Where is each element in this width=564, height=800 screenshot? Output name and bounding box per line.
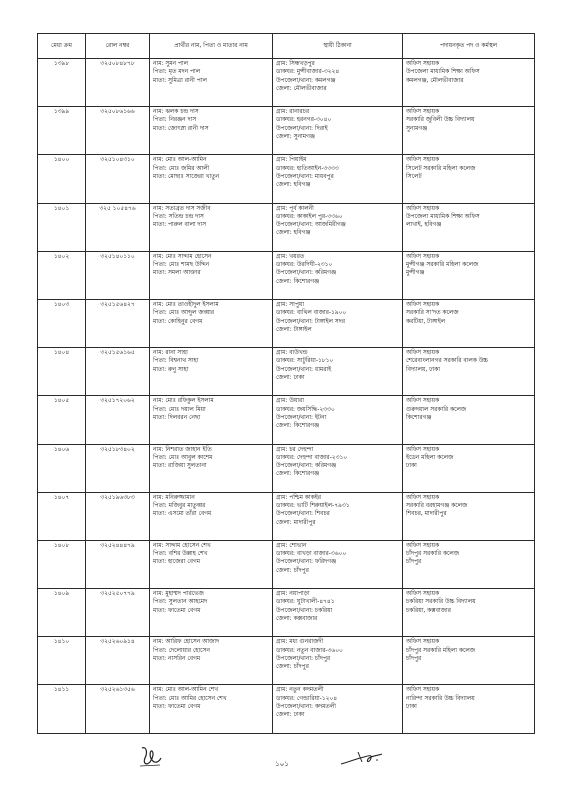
candidate-name-line: নাম: মোঃ তাওহীদুল ইসলাম	[153, 301, 219, 308]
roll-number-cell: ৩২৫০৮৬১৬৬	[86, 107, 150, 155]
address-line: জেলা: ঢাকা	[276, 375, 305, 382]
posting-cell	[403, 59, 535, 107]
posting-line: শিবচর, মাদারীপুর	[406, 511, 447, 518]
posting-line: লাখাই, হবিগঞ্জ	[406, 222, 442, 229]
address-line: জেলা: চাঁদপুর	[276, 664, 309, 671]
address-line: উপজেলা/থানা: করিমগঞ্জ	[276, 463, 337, 470]
address-line: গ্রাম: খয়রত	[276, 253, 305, 260]
address-line: ডাকঘর: হাতিআইন-৩৩৩৩	[276, 165, 339, 172]
address-line: ডাকঘর: নতুন বাজার-৩৬০০	[276, 647, 343, 654]
posting-cell	[403, 396, 535, 444]
address-cell	[273, 444, 403, 492]
merit-serial-cell: ১৪০৩	[38, 299, 86, 347]
candidate-name-line: পিতা: মোঃ আবুল কাশেম	[153, 454, 213, 461]
table-row	[38, 107, 535, 155]
candidate-name-line: পিতা: মোঃ শামছ উদ্দিন	[153, 262, 210, 269]
posting-line: কমলগঞ্জ, মৌলভীবাজার	[406, 77, 464, 84]
posting-line: অফিস সহায়ক	[406, 542, 440, 549]
address-line: জেলা: কিশোরগঞ্জ	[276, 278, 320, 285]
posting-line: চকরিয়া সরকারি উচ্চ বিদ্যালয়	[406, 599, 476, 606]
candidate-name-cell	[150, 251, 273, 299]
table-row	[38, 492, 535, 540]
posting-line: সিলেট সরকারি মহিলা কলেজ	[406, 165, 476, 172]
candidate-name-line: মাতা: রাজিয়া সুলতানা	[153, 463, 207, 470]
merit-serial-cell: ১৪০৭	[38, 492, 86, 540]
candidate-name-cell	[150, 203, 273, 251]
address-line: ডাকঘর: বাখড়া বাজার-৩৬০০	[276, 551, 347, 558]
candidate-name-line: মাতা: এসমো তাঁরা বেগম	[153, 511, 212, 518]
candidate-name-line: পিতা: দেলোয়ার হোসেন	[153, 647, 210, 654]
address-line: ডাকঘর: দেহুন্দা বাজার-২৩১০	[276, 454, 348, 461]
candidate-name-line: পিতা: মোঃ দয়াল মিয়া	[153, 406, 206, 413]
candidate-name-line: মাতা: কোহিনুর বেগম	[153, 318, 203, 325]
candidate-name-cell	[150, 59, 273, 107]
posting-line: চাঁদপুর সরকারি কলেজ	[406, 551, 459, 558]
posting-line: অফিস সহায়ক	[406, 61, 440, 67]
table-row	[38, 589, 535, 637]
roll-number-cell: ৩২৫১৮৩৪০২	[86, 444, 150, 492]
posting-line: অফিস সহায়ক	[406, 157, 440, 164]
posting-line: সিলেট	[406, 173, 422, 180]
merit-serial-cell: ১৪০২	[38, 251, 86, 299]
address-cell	[273, 59, 403, 107]
candidate-name-line: নাম: রানা সাহা	[153, 350, 188, 357]
roll-number-cell: ৩২৫১০৪৩১০	[86, 155, 150, 203]
posting-cell	[403, 155, 535, 203]
address-cell	[273, 492, 403, 540]
posting-cell	[403, 348, 535, 396]
address-line: জেলা: হবিগঞ্জ	[276, 182, 311, 189]
posting-line: ইডেন মহিলা কলেজ	[406, 454, 454, 461]
candidate-name-line: পিতা: সতিন্দ্র চন্দ্র দাস	[153, 213, 204, 220]
roll-number-cell: ৩২৫১৯৬৩৮৩	[86, 492, 150, 540]
posting-line: কিশোরগঞ্জ	[406, 414, 432, 421]
table-row	[38, 637, 535, 685]
candidate-name-line: নাম: মোঃ সাদ্দাম হোসেন	[153, 253, 212, 260]
address-line: ডাকঘর: বাথিল বাজার-১৯০০	[276, 310, 347, 317]
address-line: জেলা: কিশোরগঞ্জ	[276, 471, 320, 478]
address-line: জেলা: কিশোরগঞ্জ	[276, 423, 320, 430]
header-permanent-address: স্থায়ী ঠিকানা	[273, 34, 403, 59]
merit-serial-cell: ১৪০৫	[38, 396, 86, 444]
posting-line: মুন্সীগঞ্জ	[406, 270, 425, 277]
posting-line: মুন্সীগঞ্জ সরকারি মহিলা কলেজ	[406, 262, 479, 269]
candidate-name-line: মাতা: জোৎস্না রানী দাস	[153, 125, 209, 132]
address-line: গ্রাম: পূর্ব কালনী	[276, 205, 314, 212]
roll-number-cell: ৩২৫২৬১৩৫৬	[86, 685, 150, 733]
posting-line: ঢাকা	[406, 463, 417, 470]
address-cell	[273, 203, 403, 251]
address-line: গ্রাম: রানারচর	[276, 109, 310, 116]
posting-line: অফিস সহায়ক	[406, 639, 440, 646]
page-number: ১০১	[275, 760, 289, 768]
candidate-name-line: মাতা: রুনু সাহা	[153, 366, 189, 373]
table-row	[38, 348, 535, 396]
header-roll-number: রোল নম্বর	[86, 34, 150, 59]
address-line: জেলা: মাদারীপুর	[276, 519, 316, 526]
posting-line: শেরেবাংলানগর সরকারি বালক উচ্চ	[406, 358, 489, 365]
address-line: জেলা: ঢাকা	[276, 712, 305, 719]
address-line: গ্রাম: শোভান	[276, 542, 307, 549]
candidate-name-line: পিতা: নিরঞ্জন দাস	[153, 117, 197, 124]
posting-cell	[403, 203, 535, 251]
posting-line: সরকারি জুবিলী উচ্চ বিদ্যালয়	[406, 117, 475, 124]
address-line: গ্রাম: পিয়াইম	[276, 157, 307, 164]
posting-line: চাঁদপুর	[406, 655, 422, 662]
candidate-name-line: পিতা: মোঃ জমির আলী	[153, 165, 210, 172]
candidate-name-line: পিতা: বশির উল্লাহ শেখ	[153, 551, 208, 558]
address-line: গ্রাম: সাপুয়া	[276, 301, 305, 308]
posting-line: অফিস সহায়ক	[406, 301, 440, 308]
merit-serial-cell: ১৪১০	[38, 637, 86, 685]
address-cell	[273, 396, 403, 444]
address-line: উপজেলা/থানা: ইটনা	[276, 414, 327, 421]
posting-line: চাঁদপুর সরকারি মহিলা কলেজ	[406, 647, 476, 654]
posting-cell	[403, 637, 535, 685]
posting-line: অফিস সহায়ক	[406, 446, 440, 453]
address-line: উপজেলা/থানা: চকরিয়া	[276, 607, 333, 614]
posting-line: অফিস সহায়ক	[406, 350, 440, 357]
address-line: জেলা: মৌলভীবাজার	[276, 85, 327, 92]
candidate-name-line: নাম: মোঃ আল-আমিন শেখ	[153, 687, 219, 694]
candidate-name-cell	[150, 444, 273, 492]
candidate-name-cell	[150, 396, 273, 444]
posting-line: করটিয়া, টাঙ্গাইল	[406, 318, 446, 325]
table-body	[38, 59, 535, 734]
candidate-name-line: নাম: মোঃ আল-আমিন	[153, 157, 207, 164]
posting-cell	[403, 492, 535, 540]
address-line: উপজেলা/থানা: টাঙ্গাইল সদর	[276, 318, 345, 325]
roll-number-cell: ৩২৫ ১০৫৪৭৬	[86, 203, 150, 251]
address-line: ডাকঘর: উরদিঘী-২৩১০	[276, 262, 333, 269]
header-posting: পদায়নকৃত পদ ও কর্মস্থল	[403, 34, 535, 59]
merit-serial-cell: ১৪১১	[38, 685, 86, 733]
posting-line: অফিস সহায়ক	[406, 398, 440, 405]
candidate-name-cell	[150, 107, 273, 155]
roll-number-cell: ৩২৫১৫৬১৬৫	[86, 348, 150, 396]
posting-line: অফিস সহায়ক	[406, 687, 440, 694]
roll-number-cell: ৩২৫১৫৬৪২৭	[86, 299, 150, 347]
merit-serial-cell: ১৪০৪	[38, 348, 86, 396]
posting-line: অফিস সহায়ক	[406, 205, 440, 212]
table-header-row	[38, 34, 535, 59]
address-line: ডাকঘর: গেন্ডারিয়া-১২০৪	[276, 695, 338, 702]
address-line: গ্রাম: নতুন কদমতলী	[276, 687, 324, 694]
posting-line: অফিস সহায়ক	[406, 109, 440, 116]
address-cell	[273, 685, 403, 733]
address-line: গ্রাম: পশ্চিম কাকইর	[276, 494, 322, 501]
address-line: উপজেলা/থানা: ধামরাই	[276, 366, 332, 373]
merit-list-table	[37, 33, 535, 734]
table-row	[38, 59, 535, 107]
address-cell	[273, 155, 403, 203]
candidate-name-line: পিতা: মোঃ আমির হোসেন শেখ	[153, 695, 227, 702]
roll-number-cell: ৩২৫২৫০৭৭৯	[86, 589, 150, 637]
address-line: গ্রাম: বাউখন্ড	[276, 350, 308, 357]
address-cell	[273, 589, 403, 637]
merit-serial-cell: ১৪০৮	[38, 540, 86, 588]
merit-serial-cell: ১৪০১	[38, 203, 86, 251]
table-row	[38, 155, 535, 203]
address-line: উপজেলা/থানা: শিবচর	[276, 511, 330, 518]
candidate-name-line: মাতা: মোছাঃ সাজেরা খাতুন	[153, 173, 220, 180]
candidate-name-line: নাম: ঝলক চন্দ্র দাস	[153, 109, 199, 116]
header-candidate-name: প্রার্থীর নাম, পিতা ও মাতার নাম	[150, 34, 273, 59]
address-line: ডাকঘর: ঘুটাখালী-৪৭৪১	[276, 599, 335, 606]
table-row	[38, 444, 535, 492]
address-line: ডাকঘর: কাকাইল পুর-৩৩৬০	[276, 213, 343, 220]
candidate-name-line: মাতা: ফাতেমা বেগম	[153, 607, 201, 614]
posting-line: সরকারি বরহামগঞ্জ কলেজ	[406, 502, 468, 509]
address-cell	[273, 540, 403, 588]
candidate-name-line: মাতা: ফাতেমা বেগম	[153, 704, 201, 711]
candidate-name-line: নাম: সাদ্দাম হোসেন শেখ	[153, 542, 211, 549]
candidate-name-line: পিতা: মোঃ আব্দুল জব্বার	[153, 310, 215, 317]
address-line: জেলা: চাঁদপুর	[276, 567, 309, 574]
posting-line: অফিস সহায়ক	[406, 591, 440, 598]
candidate-name-line: মাতা: নাসরিন বেগম	[153, 655, 201, 662]
table-row	[38, 251, 535, 299]
address-line: ডাকঘর: মুন্সীবাজার-৩২২৪	[276, 69, 340, 76]
table-row	[38, 299, 535, 347]
address-line: ডাকঘর: সাটুরিয়া-১৮১০	[276, 358, 334, 365]
roll-number-cell: ৩২৫১৭২০৬২	[86, 396, 150, 444]
address-line: গ্রাম: চর দেহুন্দা	[276, 446, 314, 453]
address-line: উপজেলা/থানা: করিমগঞ্জ	[276, 270, 337, 277]
merit-serial-cell: ১৪০৯	[38, 589, 86, 637]
candidate-name-line: পিতা: সুলতান আহমেদ	[153, 599, 208, 606]
address-cell	[273, 637, 403, 685]
candidate-name-line: পিতা: মৃত মদন পাল	[153, 69, 201, 76]
address-line: উপজেলা/থানা: দিরাই	[276, 125, 328, 132]
address-line: গ্রাম: মধ্য গুনরাজদী	[276, 639, 324, 646]
candidate-name-cell	[150, 155, 273, 203]
candidate-name-line: নাম: সুমন পাল	[153, 61, 188, 67]
table-row	[38, 396, 535, 444]
posting-cell	[403, 107, 535, 155]
roll-number-cell: ৩২৫২৪৪৪৭৯	[86, 540, 150, 588]
address-line: ডাকঘর: জয়সিদ্ধি-২৩৩০	[276, 406, 335, 413]
candidate-name-line: মাতা: সুমিত্রা রানী পাল	[153, 77, 207, 84]
address-line: জেলা: কক্সবাজার	[276, 615, 318, 622]
posting-line: অফিস সহায়ক	[406, 253, 440, 260]
roll-number-cell: ৩২৫২৬০৯১৪	[86, 637, 150, 685]
posting-line: ঢাকা	[406, 704, 417, 711]
posting-cell	[403, 444, 535, 492]
table-row	[38, 685, 535, 733]
posting-line: অফিস সহায়ক	[406, 494, 440, 501]
table-row	[38, 203, 535, 251]
candidate-name-line: নাম: মোঃ রফিকুল ইসলাম	[153, 398, 214, 405]
posting-line: চাঁদপুর	[406, 559, 422, 566]
address-cell	[273, 107, 403, 155]
address-line: জেলা: সুনামগঞ্জ	[276, 134, 315, 141]
posting-line: নারিন্দা সরকারি উচ্চ বিদ্যালয়	[406, 695, 475, 702]
address-line: জেলা: হবিগঞ্জ	[276, 230, 311, 237]
candidate-name-line: নাম: নিশরাত জাহান ইতি	[153, 446, 212, 453]
address-line: ডাকঘর: হরনগর-৩০৪০	[276, 117, 332, 124]
address-line: উপজেলা/থানা: ফরিদগঞ্জ	[276, 559, 337, 566]
posting-line: উপজেলা মাধ্যমিক শিক্ষা অফিস	[406, 213, 480, 220]
posting-line: সরকারি সা'দত কলেজ	[406, 310, 459, 317]
address-line: উপজেলা/থানা: কদমতলী	[276, 704, 336, 711]
merit-serial-cell: ১৩৯৮	[38, 59, 86, 107]
address-line: উপজেলা/থানা: কমলগঞ্জ	[276, 77, 336, 84]
posting-line: উপজেলা মাধ্যমিক শিক্ষা অফিস	[406, 69, 480, 76]
candidate-name-cell	[150, 637, 273, 685]
candidate-name-cell	[150, 685, 273, 733]
header-merit-serial: মেধা ক্রম	[38, 34, 86, 59]
address-line: ডাকঘর: ভাটি শিরুয়াইল-৭৯৩১	[276, 502, 350, 509]
candidate-name-cell	[150, 589, 273, 637]
candidate-name-line: মাতা: পারুল বালা দাস	[153, 222, 207, 229]
posting-line: বিদ্যালয়, ঢাকা	[406, 366, 440, 373]
candidate-name-cell	[150, 299, 273, 347]
address-cell	[273, 348, 403, 396]
candidate-name-line: নাম: মনিরুজ্জামান	[153, 494, 195, 501]
candidate-name-line: নাম: সত্যব্রত দাস সজীব	[153, 205, 211, 212]
table-row	[38, 540, 535, 588]
candidate-name-line: মাতা: দিলবরন নেছা	[153, 414, 201, 421]
candidate-name-cell	[150, 492, 273, 540]
address-cell	[273, 299, 403, 347]
address-line: গ্রাম: উয়ারা	[276, 398, 304, 405]
candidate-name-line: পিতা: বিশ্বনাথ সাহা	[153, 358, 199, 365]
candidate-name-line: পিতা: মজিবুর মাতুব্বর	[153, 502, 206, 509]
address-line: উপজেলা/থানা: আজমিরীগঞ্জ	[276, 222, 346, 229]
candidate-name-line: মাতা: সমলা আক্তার	[153, 270, 201, 277]
candidate-name-line: নাম: আরিফ হোসেন আজাদ	[153, 639, 220, 646]
candidate-name-cell	[150, 348, 273, 396]
candidate-name-line: মাতা: হাজেরা বেগম	[153, 559, 201, 566]
posting-cell	[403, 589, 535, 637]
roll-number-cell: ৩২৫০৮৪৮৭৮	[86, 59, 150, 107]
candidate-name-cell	[150, 540, 273, 588]
address-line: জেলা: টাঙ্গাইল	[276, 326, 312, 333]
address-cell	[273, 251, 403, 299]
candidate-name-line: নাম: মুহাম্মদ পারভেজ	[153, 591, 204, 598]
address-line: উপজেলা/থানা: মাধবপুর	[276, 173, 334, 180]
posting-cell	[403, 685, 535, 733]
merit-serial-cell: ১৪০০	[38, 155, 86, 203]
posting-cell	[403, 251, 535, 299]
posting-line: চকরিয়া, কক্সবাজার	[406, 607, 451, 614]
posting-cell	[403, 540, 535, 588]
merit-serial-cell: ১৩৯৯	[38, 107, 86, 155]
posting-line: সুনামগঞ্জ	[406, 125, 428, 132]
posting-cell	[403, 299, 535, 347]
address-line: উপজেলা/থানা: চাঁদপুর	[276, 655, 331, 662]
address-line: গ্রাম: নয়াপাড়া	[276, 591, 310, 598]
posting-line: গুরুদয়াল সরকারি কলেজ	[406, 406, 467, 413]
address-line: গ্রাম: সিন্ধখড়পুর	[276, 61, 315, 67]
roll-number-cell: ৩২৫১৪০১১০	[86, 251, 150, 299]
merit-serial-cell: ১৪০৬	[38, 444, 86, 492]
